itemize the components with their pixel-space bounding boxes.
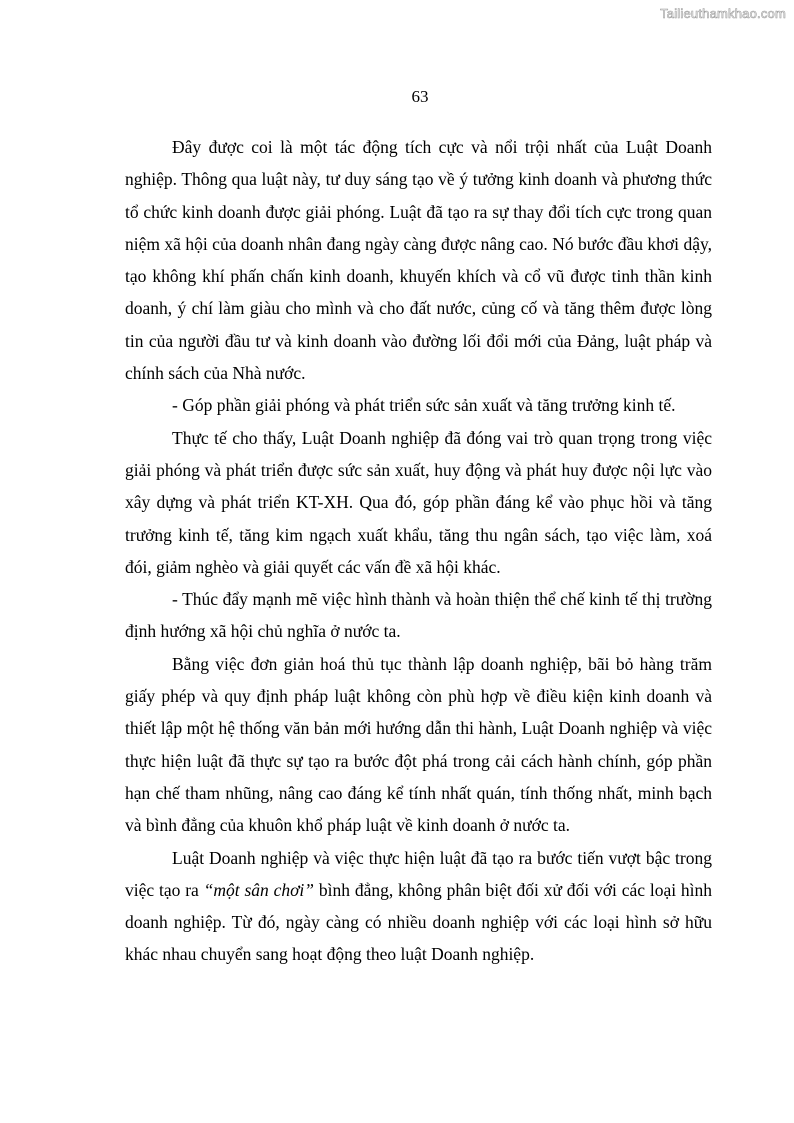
paragraph-6-italic-phrase: “một sân chơi” (203, 879, 315, 900)
paragraph-4-bullet: - Thúc đẩy mạnh mẽ việc hình thành và hoàn thiện thể chế kinh tế thị trường định hướng xã hội chủ nghĩa ở nước ta. (125, 589, 712, 642)
paragraph-2-bullet: - Góp phần giải phóng và phát triển sức sản xuất và tăng trưởng kinh tế. (172, 395, 676, 416)
paragraph-6-start: Luật Doanh nghiệp và việc thực hiện luật đã tạo ra bước tiến vượt bậc trong việc tạo ra (125, 847, 712, 900)
watermark-text: Tailieuthamkhao.com (660, 6, 786, 21)
paragraph-1: Đây được coi là một tác động tích cực và nổi trội nhất của Luật Doanh nghiệp. Thông qua luật này, tư duy sáng tạo về ý tưởng kinh doanh và phương thức tổ chức kinh doanh được giải phóng. Luật đã tạo ra sự thay đổi tích cực trong quan niệm xã hội của doanh nhân đang ngày càng được nâng cao. Nó bước đầu khơi dậy, tạo không khí phấn chấn kinh doanh, khuyến khích và cổ vũ được tinh thần kinh doanh, ý chí làm giàu cho mình và cho đất nước, củng cố và tăng thêm được lòng tin của người đầu tư và kinh doanh vào đường lối đổi mới của Đảng, luật pháp và chính sách của Nhà nước. (125, 137, 712, 384)
page-number: 63 (411, 87, 429, 106)
paragraph-6-end: bình đẳng, không phân biệt đối xử đối với các loại hình doanh nghiệp. Từ đó, ngày càng có nhiều doanh nghiệp với các loại hình sở hữu khác nhau chuyển sang hoạt động theo luật Doanh nghiệp. (125, 879, 713, 965)
paragraph-6 (125, 842, 712, 971)
paragraph-3: Thực tế cho thấy, Luật Doanh nghiệp đã đóng vai trò quan trọng trong việc giải phóng và phát triển được sức sản xuất, huy động và phát huy được nội lực vào xây dựng và phát triển KT-XH. Qua đó, góp phần đáng kể vào phục hồi và tăng trưởng kinh tế, tăng kim ngạch xuất khẩu, tăng thu ngân sách, tạo việc làm, xoá đói, giảm nghèo và giải quyết các vấn đề xã hội khác. (125, 427, 712, 577)
paragraph-5: Bằng việc đơn giản hoá thủ tục thành lập doanh nghiệp, bãi bỏ hàng trăm giấy phép và quy định pháp luật không còn phù hợp về điều kiện kinh doanh và thiết lập một hệ thống văn bản mới hướng dẫn thi hành, Luật Doanh nghiệp và việc thực hiện luật đã thực sự tạo ra bước đột phá trong cải cách hành chính, góp phần hạn chế tham nhũng, nâng cao đáng kể tính nhất quán, tính thống nhất, minh bạch và bình đẳng của khuôn khổ pháp luật về kinh doanh ở nước ta. (125, 653, 712, 836)
document-body (125, 131, 712, 971)
